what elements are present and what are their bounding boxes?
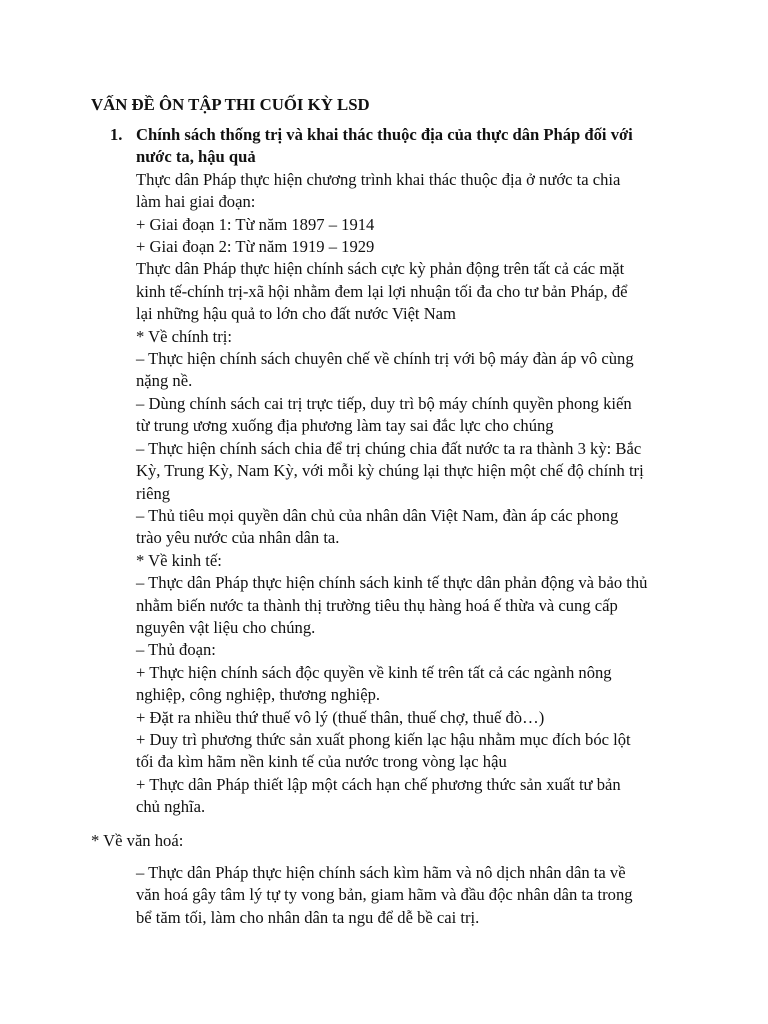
subheading-economy: * Về kinh tế: [136, 550, 222, 570]
subheading-politics: * Về chính trị: [136, 326, 233, 346]
paragraph-policy-summary: Thực dân Pháp thực hiện chính sách cực kỳ phản động trên tất cả các mặt kinh tế-chính trị-xã hội nhằm đem lại lợi nhuận tối đa cho tư bản Pháp, để lại những hậu quả to lớn cho đất nước Việt Nam [136, 259, 628, 324]
paragraph-economy-3: + Đặt ra nhiều thứ thuế vô lý (thuế thân, thuế chợ, thuế đò…) [136, 707, 545, 727]
paragraph-economy-5: + Thực dân Pháp thiết lập một cách hạn chế phương thức sản xuất tư bản chủ nghĩa. [136, 774, 621, 817]
paragraph-intro: Thực dân Pháp thực hiện chương trình khai thác thuộc địa ở nước ta chia làm hai giai đoạn: [136, 169, 621, 212]
paragraph-phase-2: + Giai đoạn 2: Từ năm 1919 – 1929 [136, 237, 375, 257]
subheading-culture: * Về văn hoá: [91, 831, 184, 850]
paragraph-culture: – Thực dân Pháp thực hiện chính sách kìm hãm và nô dịch nhân dân ta về văn hoá gây tâm lý tự ty vong bản, giam hãm và đầu độc nhân dân ta trong bể tăm tối, làm cho nhân dân ta ngu để dễ bề cai trị. [136, 863, 633, 927]
paragraph-phase-1: + Giai đoạn 1: Từ năm 1897 – 1914 [136, 214, 375, 234]
item-number: 1. [110, 125, 123, 144]
paragraph-politics-2: – Dùng chính sách cai trị trực tiếp, duy trì bộ máy chính quyền phong kiến từ trung ương xuống địa phương làm tay sai đắc lực cho chúng [136, 393, 632, 436]
paragraph-politics-4: – Thủ tiêu mọi quyền dân chủ của nhân dân Việt Nam, đàn áp các phong trào yêu nước của nhân dân ta. [136, 505, 619, 548]
item-1-body [136, 124, 696, 819]
paragraph-economy-2: + Thực hiện chính sách độc quyền về kinh tế trên tất cả các ngành nông nghiệp, công nghiệp, thương nghiệp. [136, 662, 612, 705]
document-title: VẤN ĐỀ ÔN TẬP THI CUỐI KỲ LSD [91, 95, 370, 114]
paragraph-politics-3: – Thực hiện chính sách chia để trị chúng chia đất nước ta ra thành 3 kỳ: Bắc Kỳ, Trung Kỳ, Nam Kỳ, với mỗi kỳ chúng lại thực hiện một chế độ chính trị riêng [136, 438, 644, 503]
paragraph-economy-4: + Duy trì phương thức sản xuất phong kiến lạc hậu nhằm mục đích bóc lột tối đa kìm hãm nền kinh tế của nước trong vòng lạc hậu [136, 729, 631, 772]
paragraph-economy-1: – Thực dân Pháp thực hiện chính sách kinh tế thực dân phản động và bảo thủ nhằm biến nước ta thành thị trường tiêu thụ hàng hoá ế thừa và cung cấp nguyên vật liệu cho chúng. [136, 573, 648, 637]
paragraph-economy-methods: – Thủ đoạn: [136, 640, 216, 660]
paragraph-politics-1: – Thực hiện chính sách chuyên chế về chính trị với bộ máy đàn áp vô cùng nặng nề. [136, 349, 634, 391]
item-1-heading: Chính sách thống trị và khai thác thuộc địa của thực dân Pháp đối với nước ta, hậu quả [136, 125, 633, 167]
